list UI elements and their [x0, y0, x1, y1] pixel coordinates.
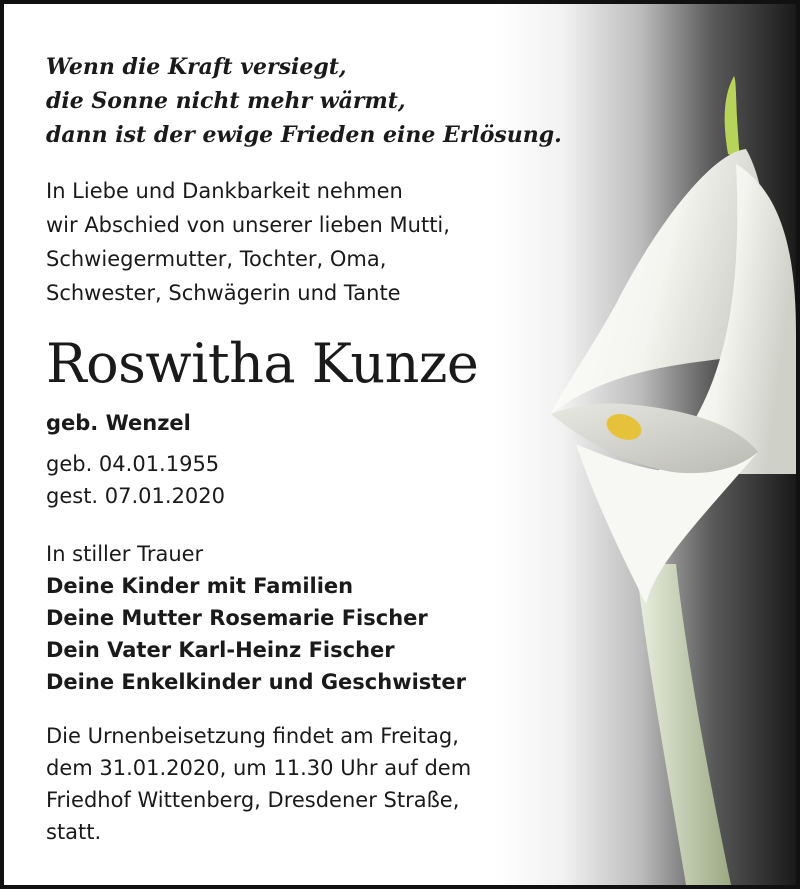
poem-line: dann ist der ewige Frieden eine Erlösung.	[46, 122, 562, 148]
poem-line: Wenn die Kraft versiegt,	[46, 54, 347, 80]
maiden-name: geb. Wenzel	[46, 411, 191, 435]
funeral-details	[46, 720, 586, 848]
funeral-line: dem 31.01.2020, um 11.30 Uhr auf dem	[46, 756, 472, 780]
life-dates	[46, 448, 586, 512]
intro-line: wir Abschied von unserer lieben Mutti,	[46, 213, 450, 237]
mourners-section	[46, 538, 586, 698]
birth-date: geb. 04.01.1955	[46, 452, 220, 476]
intro-line: Schwiegermutter, Tochter, Oma,	[46, 247, 387, 271]
farewell-intro	[46, 174, 586, 310]
notice-text	[46, 50, 586, 848]
deceased-name: Roswitha Kunze	[46, 332, 479, 395]
mourner: Dein Vater Karl-Heinz Fischer	[46, 638, 395, 662]
intro-line: In Liebe und Dankbarkeit nehmen	[46, 179, 403, 203]
funeral-line: statt.	[46, 820, 102, 844]
funeral-line: Die Urnenbeisetzung findet am Freitag,	[46, 724, 459, 748]
mourner: Deine Kinder mit Familien	[46, 574, 354, 598]
intro-line: Schwester, Schwägerin und Tante	[46, 281, 401, 305]
poem-line: die Sonne nicht mehr wärmt,	[46, 88, 406, 114]
mourner: Deine Enkelkinder und Geschwister	[46, 670, 466, 694]
mourning-heading: In stiller Trauer	[46, 542, 204, 566]
death-date: gest. 07.01.2020	[46, 484, 226, 508]
mourner: Deine Mutter Rosemarie Fischer	[46, 606, 428, 630]
poem	[46, 50, 586, 152]
funeral-line: Friedhof Wittenberg, Dresdener Straße,	[46, 788, 460, 812]
